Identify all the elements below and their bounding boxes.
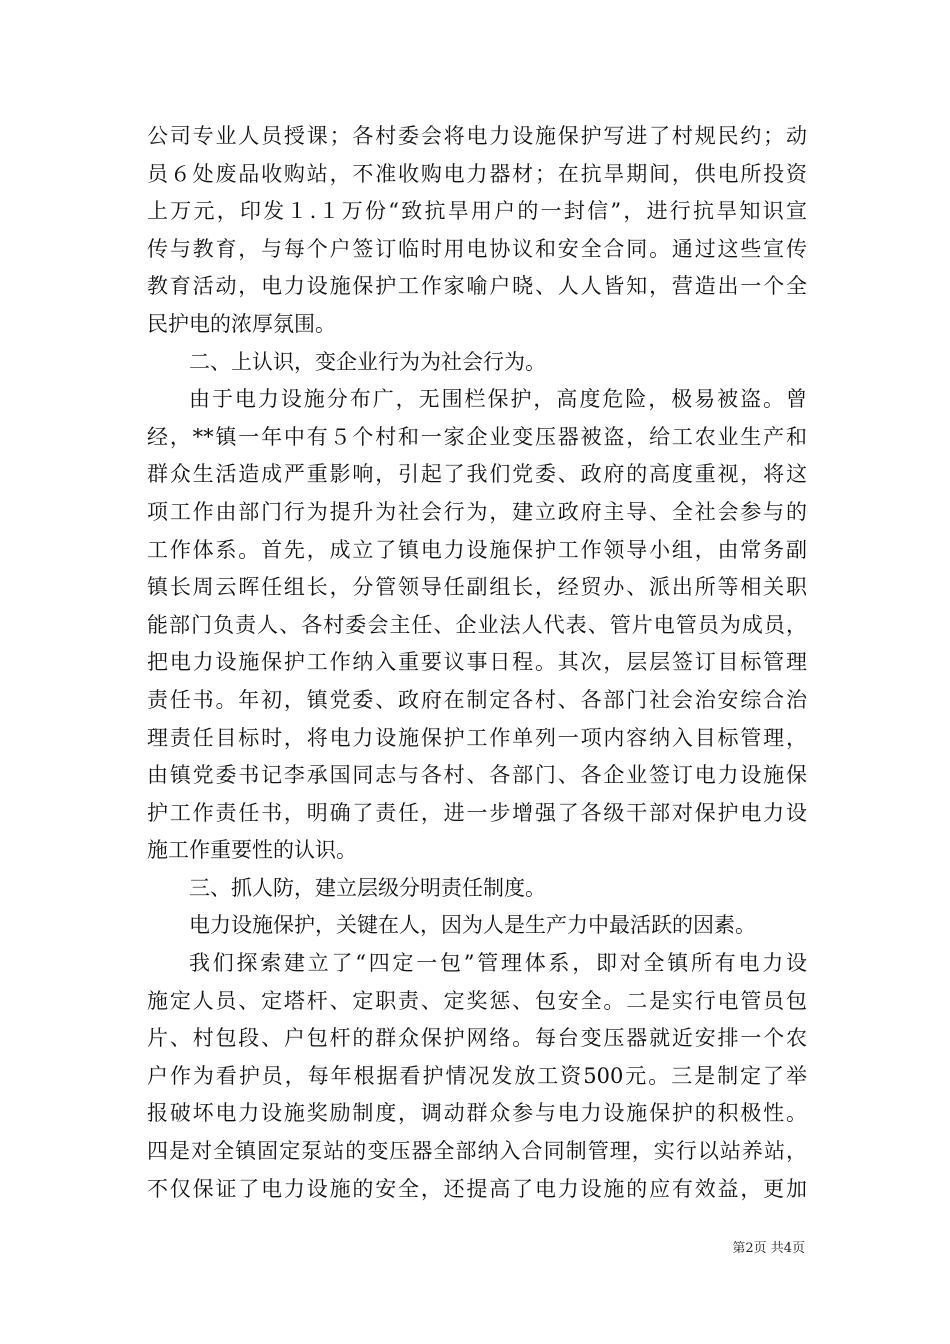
text-line: 施工作重要性的认识。 — [147, 838, 357, 863]
text-line: 四是对全镇固定泵站的变压器全部纳入合同制管理，实行以站养站， — [147, 1139, 807, 1164]
page-number-footer: 第2页 共4页 — [732, 1241, 805, 1256]
text-line: 公司专业人员授课；各村委会将电力设施保护写进了村规民约；动 — [147, 124, 807, 148]
text-line: 上万元，印发１.１万份“致抗旱用户的一封信”，进行抗旱知识宣 — [147, 199, 807, 224]
text-line: 把电力设施保护工作纳入重要议事日程。其次，层层签订目标管理 — [147, 650, 807, 675]
text-line: 由于电力设施分布广，无围栏保护，高度危险，极易被盗。曾 — [189, 387, 807, 412]
text-line: 片、村包段、户包杆的群众保护网络。每台变压器就近安排一个农 — [147, 1026, 807, 1051]
body-text — [147, 118, 807, 1208]
text-line: 不仅保证了电力设施的安全，还提高了电力设施的应有效益，更加 — [147, 1176, 807, 1201]
text-line: 理责任目标时，将电力设施保护工作单列一项内容纳入目标管理， — [147, 725, 807, 750]
text-line: 护工作责任书，明确了责任，进一步增强了各级干部对保护电力设 — [147, 800, 807, 825]
text-line: 报破坏电力设施奖励制度，调动群众参与电力设施保护的积极性。 — [147, 1101, 807, 1126]
section-heading: 二、上认识，变企业行为为社会行为。 — [189, 349, 546, 374]
text-line: 责任书。年初，镇党委、政府在制定各村、各部门社会治安综合治 — [147, 687, 807, 712]
text-line: 工作体系。首先，成立了镇电力设施保护工作领导小组，由常务副 — [147, 537, 807, 562]
text-line: 员６处废品收购站，不准收购电力器材；在抗旱期间，供电所投资 — [147, 161, 807, 186]
text-line: 户作为看护员，每年根据看护情况发放工资500元。三是制定了举 — [147, 1063, 807, 1088]
text-line: 施定人员、定塔杆、定职责、定奖惩、包安全。二是实行电管员包 — [147, 988, 807, 1013]
text-line: 由镇党委书记李承国同志与各村、各部门、各企业签订电力设施保 — [147, 763, 807, 788]
section-heading: 三、抓人防，建立层级分明责任制度。 — [189, 875, 546, 900]
text-line: 传与教育，与每个户签订临时用电协议和安全合同。通过这些宣传 — [147, 236, 807, 261]
text-line: 镇长周云晖任组长，分管领导任副组长，经贸办、派出所等相关职 — [147, 575, 807, 600]
text-line: 经，**镇一年中有５个村和一家企业变压器被盗，给工农业生产和 — [147, 424, 807, 449]
text-line: 电力设施保护，关键在人，因为人是生产力中最活跃的因素。 — [189, 913, 756, 938]
text-line: 民护电的浓厚氛围。 — [147, 311, 336, 336]
text-line: 教育活动，电力设施保护工作家喻户晓、人人皆知，营造出一个全 — [147, 274, 807, 299]
text-line: 我们探索建立了“四定一包”管理体系，即对全镇所有电力设 — [189, 951, 807, 976]
text-line: 能部门负责人、各村委会主任、企业法人代表、管片电管员为成员， — [147, 612, 807, 637]
text-line: 项工作由部门行为提升为社会行为，建立政府主导、全社会参与的 — [147, 499, 807, 524]
text-line: 群众生活造成严重影响，引起了我们党委、政府的高度重视，将这 — [147, 462, 807, 487]
